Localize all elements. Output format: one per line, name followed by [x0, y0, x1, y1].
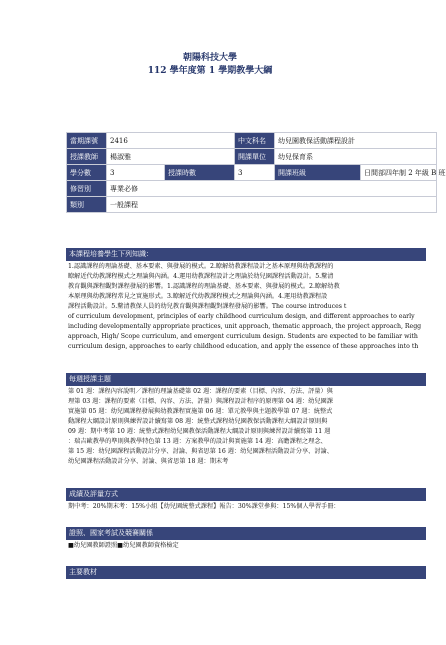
course-no-label: 當期課號 — [67, 133, 107, 149]
term-title: 112 學年度第 1 學期教學大綱 — [147, 66, 273, 76]
certs-body — [66, 540, 422, 552]
grading-body — [66, 501, 422, 513]
dept-label: 開課單位 — [235, 149, 275, 165]
syllabus-page — [0, 52, 446, 645]
info-row-1 — [67, 133, 437, 149]
type-value: 專業必修 — [107, 181, 437, 197]
info-row-3 — [67, 165, 437, 181]
weekly-section — [66, 373, 426, 468]
goals-line: 本原理與幼教課程常見之實施形式。3.瞭解近代幼教課程模式之理論與內涵。4.運用幼教課程設 — [68, 293, 328, 300]
goals-line: of curriculum development, principles of early childhood curriculum design, and different approaches to early — [68, 313, 415, 320]
weekly-line: 09 週：期中考第 10 週：統整式課程幼兒園教保活動課程大綱設計原則與練習設計續寫第 11 週 — [68, 428, 331, 435]
weekly-line: 動課程大綱設計原則與練習設計續寫第 08 週：統整式課程幼兒園教保活動課程大綱設計原則與 — [68, 418, 328, 425]
textbook-section — [66, 566, 426, 579]
info-row-5 — [67, 197, 437, 213]
certs-title: 證照、國家考試及競賽關係 — [66, 527, 426, 540]
category-label: 類別 — [67, 197, 107, 213]
certs-line: ■幼兒園教師證照■幼兒園教師資格檢定 — [68, 542, 179, 549]
type-label: 修習別 — [67, 181, 107, 197]
weekly-title: 每週授課主題 — [66, 373, 426, 386]
grading-title: 成績及評量方式 — [66, 488, 426, 501]
document-header — [0, 52, 420, 78]
goals-line: 教育觀與課程觀對課程發展的影響。1.認識課程的理論基礎、基本要素、與發展的模式。2.瞭解幼教 — [68, 283, 340, 290]
credits-label: 學分數 — [67, 165, 107, 181]
class-label: 開課班級 — [275, 165, 361, 181]
hours-value: 3 — [235, 165, 275, 181]
weekly-line: 理第 03 週：課程的要素（目標、內容、方法、評量）與課程設計程序的原理第 04 週：幼兒園課 — [68, 398, 333, 405]
cn-name-label: 中文科名 — [235, 133, 275, 149]
goals-section — [66, 248, 426, 353]
teacher-label: 授課教師 — [67, 149, 107, 165]
weekly-line: 第 01 週：課程內容說明／課程的理論基礎第 02 週：課程的要素（目標、內容、方法、評量）與 — [68, 388, 333, 395]
dept-value: 幼兒保育系 — [275, 149, 437, 165]
textbook-title: 主要教材 — [66, 566, 426, 579]
weekly-body — [66, 386, 422, 468]
goals-line: curriculum design, approaches to early childhood education, and apply the essence of these approaches into th — [68, 343, 419, 350]
hours-label: 授課時數 — [165, 165, 235, 181]
weekly-line: 幼兒園課程活動設計分享、討論、與省思第 18 週：期末考 — [68, 458, 229, 465]
goals-line: 課程活動設計。5.釐清教保人員的幼兒教育觀與課程觀對課程發展的影響。The course introduces t — [68, 303, 347, 310]
info-row-2 — [67, 149, 437, 165]
goals-body — [66, 261, 422, 353]
credits-value: 3 — [107, 165, 165, 181]
course-no-value: 2416 — [107, 133, 235, 149]
course-info-table — [66, 132, 446, 213]
goals-title: 本課程培養學生下列知識： — [66, 248, 426, 261]
goals-line: approach, High/ Scope curriculum, and emergent curriculum design. Students are expected to be familiar with — [68, 333, 418, 340]
certs-section — [66, 527, 426, 552]
grading-section — [66, 488, 426, 513]
category-value: 一般課程 — [107, 197, 437, 213]
class-value: 日間部四年制 2 年級 B 班 — [361, 165, 437, 181]
grading-line: 期中考：20%期末考：15%小組【幼兒園統整式課程】報告：30%課堂參與：15%個人學習手冊： — [68, 503, 340, 510]
cn-name-value: 幼兒園教保活動課程設計 — [275, 133, 437, 149]
goals-line: 1.認識課程的理論基礎、基本要素、與發展的模式。2.瞭解幼教課程設計之基本原理與幼教課程的 — [68, 263, 334, 270]
weekly-line: 實施第 05 週：幼兒園課程發展與幼教課程實施第 06 週：單元教學與主題教學第 07 週：統整式 — [68, 408, 333, 415]
goals-line: including developmentally appropriate practices, unit approach, thematic approach, the project approach, Regg — [68, 323, 422, 330]
weekly-line: ：瑞吉歐教學的準則與教學特色第 13 週：方案教學的設計與實施第 14 週：高瞻課程之理念、 — [68, 438, 327, 445]
teacher-value: 楊淑雅 — [107, 149, 235, 165]
school-name: 朝陽科技大學 — [182, 53, 237, 63]
goals-line: 瞭解近代幼教課程模式之理論與內涵。4.運用幼教課程設計之理論於幼兒園課程活動設計。5.釐清 — [68, 273, 334, 280]
info-row-4 — [67, 181, 437, 197]
weekly-line: 第 15 週：幼兒園課程活動設計分享、討論、與省思第 16 週：幼兒園課程活動設計分享、討論、 — [68, 448, 333, 455]
